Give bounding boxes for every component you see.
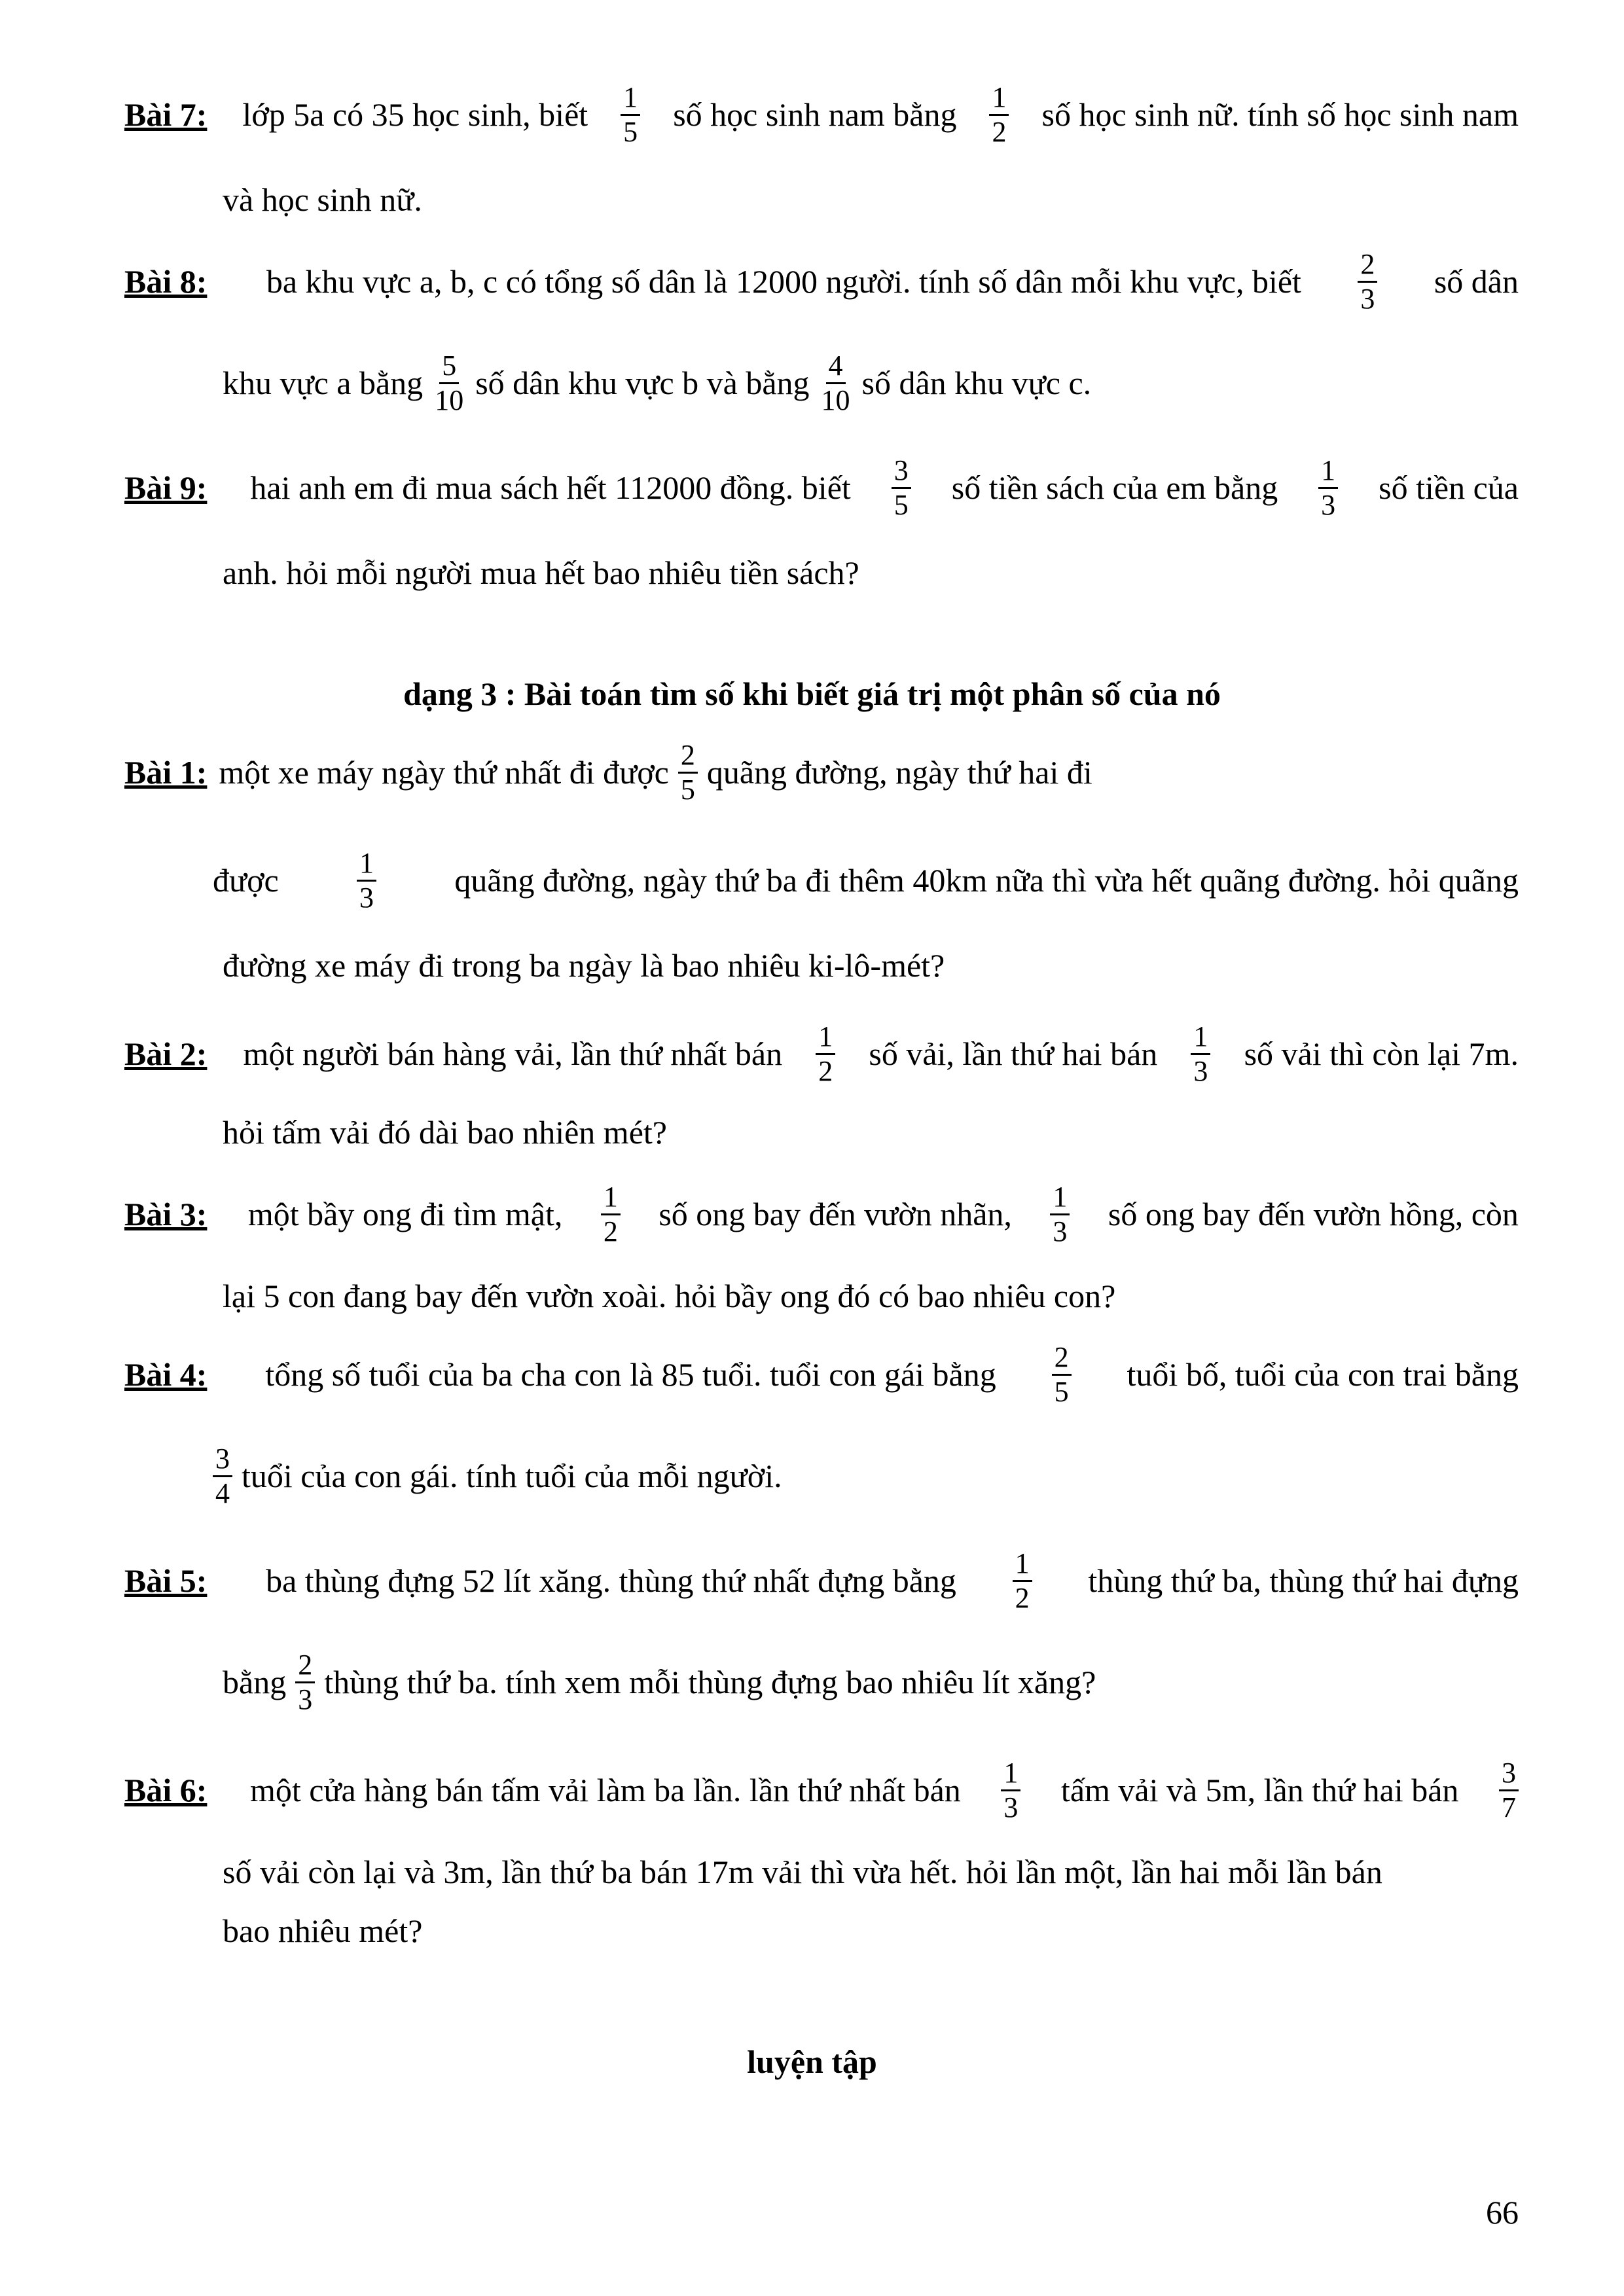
- fraction: $\frac{5}{10}$: [435, 349, 464, 416]
- s3-bai5-label: Bài 5:: [124, 1562, 208, 1599]
- s3-bai1-text: được: [213, 862, 279, 899]
- s3-bai1-text: đường xe máy đi trong ba ngày là bao nhiêu ki-lô-mét?: [223, 947, 945, 984]
- s3-bai2-text: số vải, lần thứ hai bán: [869, 1035, 1158, 1072]
- bai9-text: số tiền của: [1379, 469, 1519, 506]
- bai9-text: anh. hỏi mỗi người mua hết bao nhiêu tiền sách?: [223, 554, 859, 591]
- s3-bai6-line3: [223, 1905, 1519, 1957]
- s3-bai6-line2: [223, 1846, 1519, 1898]
- bai9-line2: [223, 547, 1519, 599]
- fraction: $\frac{3}{7}$: [1499, 1757, 1519, 1824]
- s3-bai4-text: tuổi của con gái. tính tuổi của mỗi người.: [242, 1458, 782, 1494]
- bai8-text: số dân khu vực b và bằng: [475, 365, 810, 401]
- bai7-text: và học sinh nữ.: [223, 181, 422, 218]
- fraction: $\frac{1}{2}$: [601, 1181, 621, 1248]
- s3-bai6-text: số vải còn lại và 3m, lần thứ ba bán 17m vải thì vừa hết. hỏi lần một, lần hai mỗi lần bán: [223, 1854, 1382, 1890]
- s3-bai4-text: tổng số tuổi của ba cha con là 85 tuổi. tuổi con gái bằng: [265, 1356, 996, 1393]
- s3-bai3-label: Bài 3:: [124, 1196, 208, 1232]
- s3-bai1-line3: [223, 939, 1519, 992]
- s3-bai2-line2: [223, 1106, 1519, 1158]
- fraction: $\frac{3}{4}$: [213, 1443, 232, 1510]
- fraction: $\frac{2}{3}$: [295, 1649, 315, 1716]
- s3-bai6-line1: [124, 1756, 1519, 1823]
- bai8-line1: [124, 247, 1519, 315]
- s3-bai4-label: Bài 4:: [124, 1356, 208, 1393]
- bai7-text: số học sinh nữ. tính số học sinh nam: [1041, 96, 1519, 133]
- fraction: $\frac{1}{3}$: [1001, 1757, 1020, 1824]
- s3-bai2-label: Bài 2:: [124, 1035, 208, 1072]
- section-heading: dạng 3 : Bài toán tìm số khi biết giá trị một phân số của nó: [403, 675, 1221, 712]
- s3-bai3-text: lại 5 con đang bay đến vườn xoài. hỏi bầy ong đó có bao nhiêu con?: [223, 1278, 1116, 1314]
- s3-bai3-line1: [124, 1180, 1519, 1247]
- fraction: $\frac{2}{5}$: [678, 739, 698, 806]
- fraction: $\frac{1}{5}$: [621, 81, 640, 149]
- fraction: $\frac{1}{2}$: [816, 1020, 835, 1088]
- fraction: $\frac{1}{2}$: [1013, 1547, 1032, 1615]
- s3-bai6-text: một cửa hàng bán tấm vải làm ba lần. lần thứ nhất bán: [249, 1772, 961, 1808]
- fraction: $\frac{1}{3}$: [357, 847, 376, 914]
- s3-bai3-text: số ong bay đến vườn nhãn,: [659, 1196, 1012, 1232]
- s3-bai5-text: bằng: [223, 1664, 287, 1700]
- bai7-line2: [223, 173, 1519, 226]
- bai8-text: ba khu vực a, b, c có tổng số dân là 12000 người. tính số dân mỗi khu vực, biết: [266, 263, 1301, 300]
- bai7-text: số học sinh nam bằng: [673, 96, 957, 133]
- s3-bai5-text: thùng thứ ba, thùng thứ hai đựng: [1088, 1562, 1519, 1599]
- fraction: $\frac{1}{2}$: [989, 81, 1009, 149]
- s3-bai2-text: số vải thì còn lại 7m.: [1244, 1035, 1519, 1072]
- fraction: $\frac{2}{5}$: [1052, 1341, 1072, 1408]
- bai8-line2: [223, 349, 1092, 416]
- s3-bai4-text: tuổi bố, tuổi của con trai bằng: [1127, 1356, 1519, 1393]
- fraction: $\frac{1}{3}$: [1191, 1020, 1210, 1088]
- s3-bai2-text: một người bán hàng vải, lần thứ nhất bán: [243, 1035, 783, 1072]
- s3-bai2-line1: [124, 1020, 1519, 1087]
- bai9-label: Bài 9:: [124, 469, 208, 506]
- bai9-text: hai anh em đi mua sách hết 112000 đồng. biết: [250, 469, 851, 506]
- s3-bai4-line2: [213, 1442, 782, 1509]
- fraction: $\frac{1}{3}$: [1318, 454, 1338, 522]
- s3-bai6-text: tấm vải và 5m, lần thứ hai bán: [1060, 1772, 1459, 1808]
- s3-bai1-text: một xe máy ngày thứ nhất đi được: [219, 754, 669, 791]
- s3-bai5-line2: [223, 1648, 1096, 1715]
- bai7-text: lớp 5a có 35 học sinh, biết: [242, 96, 588, 133]
- fraction: $\frac{1}{3}$: [1050, 1181, 1070, 1248]
- bai7-label: Bài 7:: [124, 96, 208, 133]
- bai9-line1: [124, 454, 1519, 521]
- bai7-line1: [124, 81, 1519, 148]
- s3-bai2-text: hỏi tấm vải đó dài bao nhiên mét?: [223, 1114, 667, 1151]
- fraction: $\frac{3}{5}$: [892, 454, 911, 522]
- s3-bai1-text: quãng đường, ngày thứ ba đi thêm 40km nữa thì vừa hết quãng đường. hỏi quãng: [454, 862, 1519, 899]
- s3-bai1-line2: [213, 846, 1519, 914]
- s3-bai1-label: Bài 1:: [124, 754, 208, 791]
- s3-bai5-text: ba thùng đựng 52 lít xăng. thùng thứ nhất đựng bằng: [266, 1562, 956, 1599]
- s3-bai5-text: thùng thứ ba. tính xem mỗi thùng đựng bao nhiêu lít xăng?: [324, 1664, 1096, 1700]
- bai8-label: Bài 8:: [124, 263, 208, 300]
- s3-bai1-text: quãng đường, ngày thứ hai đi: [706, 754, 1092, 791]
- s3-bai3-text: số ong bay đến vườn hồng, còn: [1108, 1196, 1519, 1232]
- bai8-text: số dân: [1434, 263, 1519, 300]
- s3-bai4-line1: [124, 1340, 1519, 1408]
- page-number: 66: [1486, 2194, 1519, 2231]
- s3-bai3-line2: [223, 1270, 1519, 1322]
- practice-heading: luyện tập: [747, 2043, 877, 2080]
- s3-bai6-label: Bài 6:: [124, 1772, 208, 1808]
- fraction: $\frac{4}{10}$: [821, 349, 850, 416]
- s3-bai1-line1: [124, 738, 1519, 806]
- s3-bai3-text: một bầy ong đi tìm mật,: [247, 1196, 563, 1232]
- s3-bai6-text: bao nhiêu mét?: [223, 1912, 423, 1949]
- bai9-text: số tiền sách của em bằng: [951, 469, 1278, 506]
- fraction: $\frac{2}{3}$: [1358, 248, 1377, 315]
- bai8-text: khu vực a bằng: [223, 365, 424, 401]
- bai8-text: số dân khu vực c.: [861, 365, 1092, 401]
- s3-bai5-line1: [124, 1547, 1519, 1614]
